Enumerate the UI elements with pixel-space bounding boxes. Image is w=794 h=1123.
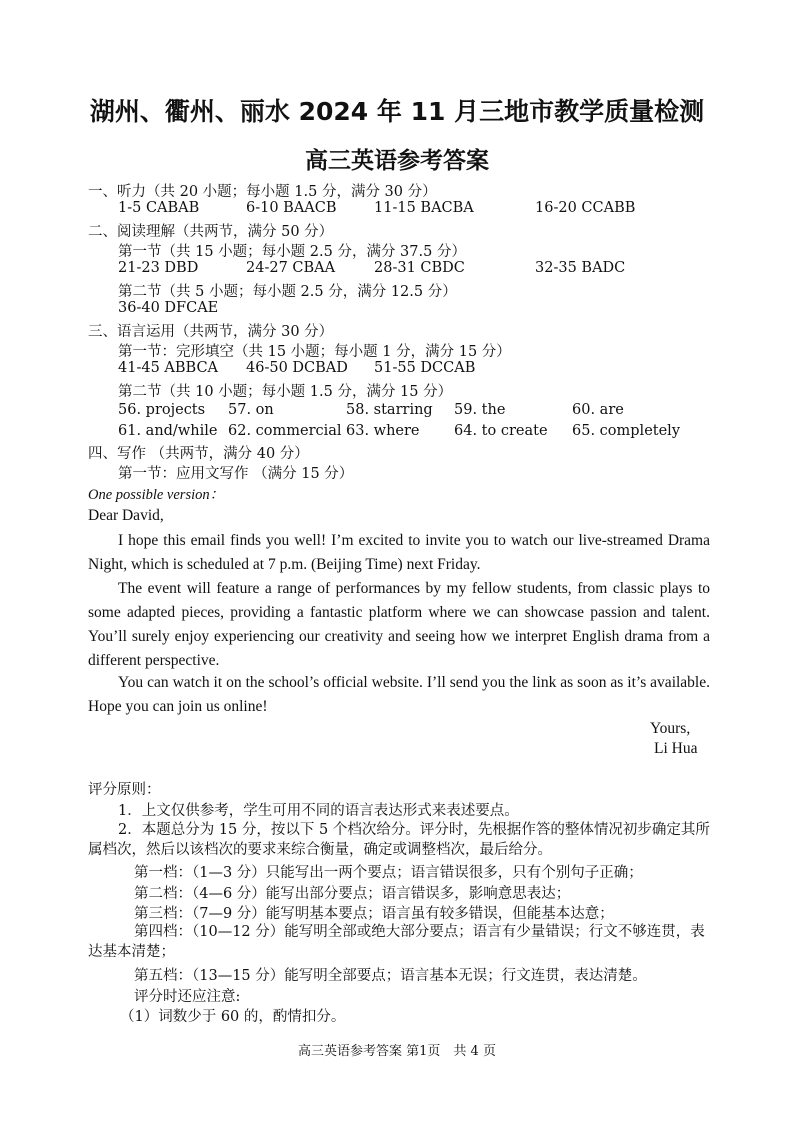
grade-level: 第一档：（1—3 分）只能写出一两个要点；语言错误很多，只有个别句子正确； xyxy=(134,865,643,881)
version-label: One possible version： xyxy=(88,487,225,503)
answer-item: 58. starring xyxy=(346,402,433,418)
rules-heading: 评分原则： xyxy=(88,782,161,798)
part4-heading: 四、写作 （共两节，满分 40 分） xyxy=(88,446,309,462)
part2-section1-heading: 第一节（共 15 小题；每小题 2.5 分，满分 37.5 分） xyxy=(118,244,466,260)
grade-level: 第五档：（13—15 分）能写明全部要点；语言基本无误；行文连贯，表达清楚。 xyxy=(134,968,647,984)
grade-level: 第三档：（7—9 分）能写明基本要点；语言虽有较多错误，但能基本达意； xyxy=(134,906,614,922)
document-title: 湖州、衢州、丽水 2024 年 11 月三地市教学质量检测 xyxy=(89,97,705,126)
part3-heading: 三、语言运用（共两节，满分 30 分） xyxy=(88,324,334,340)
letter-signature: Li Hua xyxy=(654,740,698,757)
rules-note: 评分时还应注意: xyxy=(134,989,241,1005)
letter-paragraph: The event will feature a range of performances by my fellow students, from classic plays to some adapted pieces, providing a fantastic platform where we can showcase passion and talent. You’ll surely enjoy experiencing our creativity and seeing how we interpret English drama from a different perspective. xyxy=(88,580,710,669)
rule-item: 1．上文仅供参考，学生可用不同的语言表达形式来表述要点。 xyxy=(118,803,519,819)
answer-group: 51-55 DCCAB xyxy=(374,360,476,376)
answer-group: 6-10 BAACB xyxy=(246,200,337,216)
part3-section1-heading: 第一节：完形填空（共 15 小题；每小题 1 分，满分 15 分） xyxy=(118,344,511,360)
letter-paragraph: You can watch it on the school’s official website. I’ll send you the link as soon as it’s available. Hope you can join us online! xyxy=(88,674,710,715)
answer-item: 62. commercial xyxy=(228,423,342,439)
answer-group: 28-31 CBDC xyxy=(374,260,465,276)
grade-level: 第四档：（10—12 分）能写明全部或绝大部分要点；语言有少量错误；行文不够连贯，表达基本清楚； xyxy=(88,924,705,960)
answer-item: 61. and/while xyxy=(118,423,218,439)
letter-greeting: Dear David, xyxy=(88,507,164,524)
answer-group: 11-15 BACBA xyxy=(374,200,474,216)
part2-heading: 二、阅读理解（共两节，满分 50 分） xyxy=(88,224,334,240)
document-subtitle: 高三英语参考答案 xyxy=(305,148,489,174)
answer-item: 65. completely xyxy=(572,423,681,439)
answer-group: 46-50 DCBAD xyxy=(246,360,348,376)
answer-group: 1-5 CABAB xyxy=(118,200,200,216)
answer-group: 32-35 BADC xyxy=(535,260,626,276)
part2-section2-heading: 第二节（共 5 小题；每小题 2.5 分，满分 12.5 分） xyxy=(118,284,457,300)
answer-group: 36-40 DFCAE xyxy=(118,300,219,316)
answer-item: 56. projects xyxy=(118,402,206,418)
answer-item: 64. to create xyxy=(454,423,548,439)
answer-group: 41-45 ABBCA xyxy=(118,360,219,376)
rules-note-item: （1）词数少于 60 的，酌情扣分。 xyxy=(120,1009,346,1025)
answer-group: 21-23 DBD xyxy=(118,260,199,276)
rule-item: 2．本题总分为 15 分，按以下 5 个档次给分。评分时，先根据作答的整体情况初步确定其所属档次，然后以该档次的要求来综合衡量，确定或调整档次，最后给分。 xyxy=(88,822,710,858)
part1-heading: 一、听力（共 20 小题；每小题 1.5 分，满分 30 分） xyxy=(88,184,437,200)
answer-item: 60. are xyxy=(572,402,624,418)
letter-paragraph: I hope this email finds you well! I’m excited to invite you to watch our live-streamed Drama Night, which is scheduled at 7 p.m. (Beijing Time) next Friday. xyxy=(88,532,710,573)
letter-closing: Yours, xyxy=(650,720,691,737)
answer-item: 59. the xyxy=(454,402,506,418)
part4-section1-heading: 第一节：应用文写作 （满分 15 分） xyxy=(118,466,354,482)
answer-item: 63. where xyxy=(346,423,420,439)
grade-level: 第二档：（4—6 分）能写出部分要点；语言错误多，影响意思表达； xyxy=(134,886,571,902)
part3-section2-heading: 第二节（共 10 小题；每小题 1.5 分，满分 15 分） xyxy=(118,384,453,400)
page-footer: 高三英语参考答案 第1页 共 4 页 xyxy=(298,1044,496,1059)
answer-group: 24-27 CBAA xyxy=(246,260,336,276)
answer-item: 57. on xyxy=(228,402,274,418)
answer-group: 16-20 CCABB xyxy=(535,200,636,216)
